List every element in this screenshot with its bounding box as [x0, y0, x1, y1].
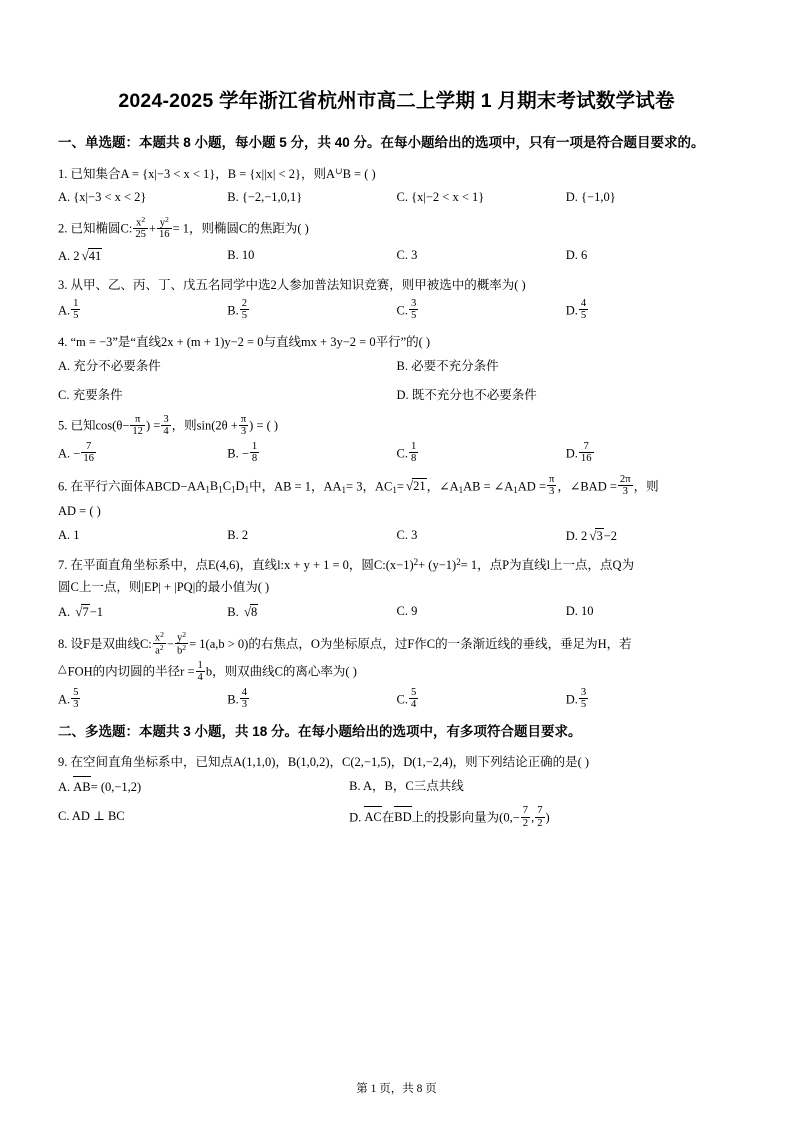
option-b[interactable]: B. $\frac{2}{5}$ — [227, 298, 248, 322]
option-c[interactable]: C. $\frac{3}{5}$ — [396, 298, 417, 322]
option-b[interactable]: B. 10 — [227, 248, 255, 263]
question-5-number: 5. — [58, 418, 68, 433]
option-c[interactable]: C. 充要条件 — [58, 387, 123, 402]
option-b[interactable]: B. 2 — [227, 527, 249, 542]
vector-ab: AB — [73, 777, 90, 797]
question-1-number: 1. — [58, 166, 68, 181]
triangle-icon: △ — [58, 662, 67, 675]
question-4-options-row1 — [58, 357, 735, 376]
question-8-number: 8. — [58, 637, 68, 652]
option-b[interactable]: B. 必要不充分条件 — [396, 358, 499, 373]
question-8-options — [58, 689, 735, 712]
question-1-stem: 已知集合A = {x|−3 < x < 1}，B = {x||x| < 2}，则A — [70, 166, 336, 181]
option-a[interactable]: A. 充分不必要条件 — [58, 358, 161, 373]
option-b[interactable]: B. − $\frac{1}{8}$ — [227, 441, 258, 465]
option-c[interactable]: C. $\frac{5}{4}$ — [396, 687, 417, 711]
subscripted-vertices: $A_1B_1C_1D_1$ — [196, 479, 250, 495]
option-a[interactable]: A. {x|−3 < x < 2} — [58, 189, 147, 204]
sqrt-icon: √41 — [81, 248, 102, 264]
question-9 — [58, 753, 735, 830]
option-c[interactable]: C. 3 — [396, 527, 418, 542]
question-7-number: 7. — [58, 558, 68, 573]
question-5-stem-a: 已知cos(θ− — [70, 418, 130, 433]
question-4-stem: “m = −3”是“直线2x + (m + 1)y−2 = 0与直线mx + 3y−2 = 0平行”的( ) — [70, 335, 431, 350]
option-b[interactable]: B. {−2,−1,0,1} — [227, 189, 303, 204]
question-6: 6. 在平行六面体$ABCD-AA_1B_1C_1D_1$中，AB = 1，$AA_1= 3$，$AC_1= √21$，$\angle A_1AB$ = $\angle A_1AD$ = $\frac{\pi}{3}$ ，∠BAD = $\frac{2\pi}{3}$ ，则 AD = ( ) A. 1 B. 2 C. 3 D. 2 √3−2 — [58, 476, 735, 546]
vector-bd: BD — [394, 807, 411, 827]
question-9-stem: 在空间直角坐标系中，已知点A(1,1,0)，B(1,0,2)，C(2,−1,5)，D(1,−2,4)，则下列结论正确的是( ) — [70, 755, 590, 770]
question-2: 2. 已知椭圆C: $\frac{x^2}{25}$ + $\frac{y^2}{16}$ = 1，则椭圆C的焦距为( ) A. 2 √41 B. 10 C. 3 D. 6 — [58, 217, 735, 266]
question-1 — [58, 165, 735, 208]
question-9-options-row2 — [58, 807, 735, 830]
page-footer: 第 1 页，共 8 页 — [356, 1083, 437, 1095]
question-7-stem-line2: 圆C上一点，则|EP| + |PQ|的最小值为( ) — [58, 580, 270, 595]
question-2-stem-end: = 1，则椭圆C的焦距为( ) — [172, 221, 309, 236]
option-c[interactable]: C. AD ⊥ BC — [58, 808, 125, 823]
option-b[interactable]: B. √8 — [227, 602, 396, 622]
option-d[interactable]: D. 2 √3−2 — [566, 526, 735, 546]
option-c[interactable]: C. $\frac{1}{8}$ — [396, 441, 417, 465]
fraction-y2-16: $\frac{y^2}{16}$ — [158, 214, 170, 241]
question-1-options — [58, 188, 735, 207]
question-4-number: 4. — [58, 335, 68, 350]
question-1-stem-end: B = ( ) — [342, 166, 376, 181]
option-c[interactable]: C. {x|−2 < x < 1} — [396, 189, 485, 204]
question-3-number: 3. — [58, 278, 68, 293]
option-a[interactable]: A. 2 √41 — [58, 246, 227, 266]
option-a[interactable]: A. √7−1 — [58, 602, 227, 622]
option-b[interactable]: B. A，B，C三点共线 — [349, 778, 464, 793]
option-c[interactable]: C. 9 — [396, 603, 418, 618]
question-7: 7. 在平面直角坐标系中，点E(4,6)，直线l:x + y + 1 = 0，圆$C:(x-1)^2+ (y-1)^2= 1$，点P为直线l上一点，点Q为 圆C上一点，则|EP| + |PQ|的最小值为( ) A. √7−1 B. √8 C. 9 D. 10 — [58, 556, 735, 622]
section-heading-multi-choice: 二、多选题：本题共 3 小题，共 18 分。在每小题给出的选项中，有多项符合题目要求。 — [58, 723, 582, 739]
option-d[interactable]: D. 6 — [565, 248, 588, 263]
question-5: 5. 已知cos(θ− $\frac{\pi}{12}$ ) = $\frac{3}{4}$ ，则sin(2θ + $\frac{\pi}{3}$ ) = ( ) A. − $\frac{7}{16}$ B. − $\frac{1}{8}$ C. $\frac{1}{8}$ D. $\frac{7}{16}$ — [58, 415, 735, 466]
question-4-options-row2 — [58, 386, 735, 405]
option-b[interactable]: B. $\frac{4}{3}$ — [227, 687, 248, 711]
union-symbol: ∪ — [335, 165, 343, 176]
option-d[interactable]: D. {−1,0} — [565, 189, 616, 204]
sqrt-icon: √3 — [589, 527, 603, 543]
sqrt-icon: √8 — [243, 603, 258, 619]
option-a[interactable]: A. $\frac{1}{5}$ — [58, 298, 79, 322]
option-a[interactable]: A. $\frac{5}{3}$ — [58, 687, 79, 711]
option-d[interactable]: D. AC在BD上的投影向量为(0,− $\frac{7}{2}$ , $\frac{7}{2}$ ) — [349, 805, 550, 829]
option-a[interactable]: A. AB= (0,−1,2) — [58, 777, 349, 797]
option-d[interactable]: D. 10 — [565, 603, 594, 618]
question-6-stem-line2: AD = ( ) — [58, 504, 101, 519]
question-9-number: 9. — [58, 755, 68, 770]
question-8: 8. 设F是双曲线C: $\frac{x^2}{a^2}$ − $\frac{y^2}{b^2}$ = 1(a,b > 0)的右焦点，O为坐标原点，过F作C的一条渐近线的垂线，垂足为H，若 △FOH的内切圆的半径r = $\frac{1}{4}$ b，则双曲线C的离心率为( ) A. $\frac{5}{3}$ B. $\frac{4}{3}$ C. $\frac{5}{4}$ D. $\frac{3}{5}$ — [58, 632, 735, 712]
question-5-options — [58, 443, 735, 466]
option-a[interactable]: A. 1 — [58, 527, 80, 542]
fraction-x2-25: $\frac{x^2}{25}$ — [135, 214, 146, 241]
option-d[interactable]: D. $\frac{7}{16}$ — [565, 441, 592, 465]
question-7-options — [58, 602, 735, 622]
question-2-number: 2. — [58, 221, 68, 236]
sqrt-icon: √21 — [405, 478, 426, 494]
question-3 — [58, 276, 735, 323]
question-3-options — [58, 300, 735, 323]
option-d[interactable]: D. $\frac{4}{5}$ — [565, 298, 587, 322]
sqrt-icon: √7 — [75, 603, 89, 619]
question-3-stem: 从甲、乙、丙、丁、戊五名同学中选2人参加普法知识竞赛，则甲被选中的概率为( ) — [70, 278, 526, 293]
option-d[interactable]: D. $\frac{3}{5}$ — [565, 687, 587, 711]
vector-ac: AC — [364, 807, 381, 827]
question-6-number: 6. — [58, 479, 68, 494]
question-9-options-row1 — [58, 777, 735, 797]
section-heading-single-choice: 一、单选题：本题共 8 小题，每小题 5 分，共 40 分。在每小题给出的选项中，只有一项是符合题目要求的。 — [58, 135, 705, 151]
question-6-options — [58, 526, 735, 546]
option-c[interactable]: C. 3 — [396, 248, 418, 263]
page-title: 2024-2025 学年浙江省杭州市高二上学期 1 月期末考试数学试卷 — [118, 90, 675, 112]
question-2-options — [58, 246, 735, 266]
question-4 — [58, 333, 735, 405]
option-a[interactable]: A. − $\frac{7}{16}$ — [58, 441, 94, 465]
question-2-stem: 已知椭圆C: — [70, 221, 133, 236]
option-d[interactable]: D. 既不充分也不必要条件 — [396, 387, 537, 402]
